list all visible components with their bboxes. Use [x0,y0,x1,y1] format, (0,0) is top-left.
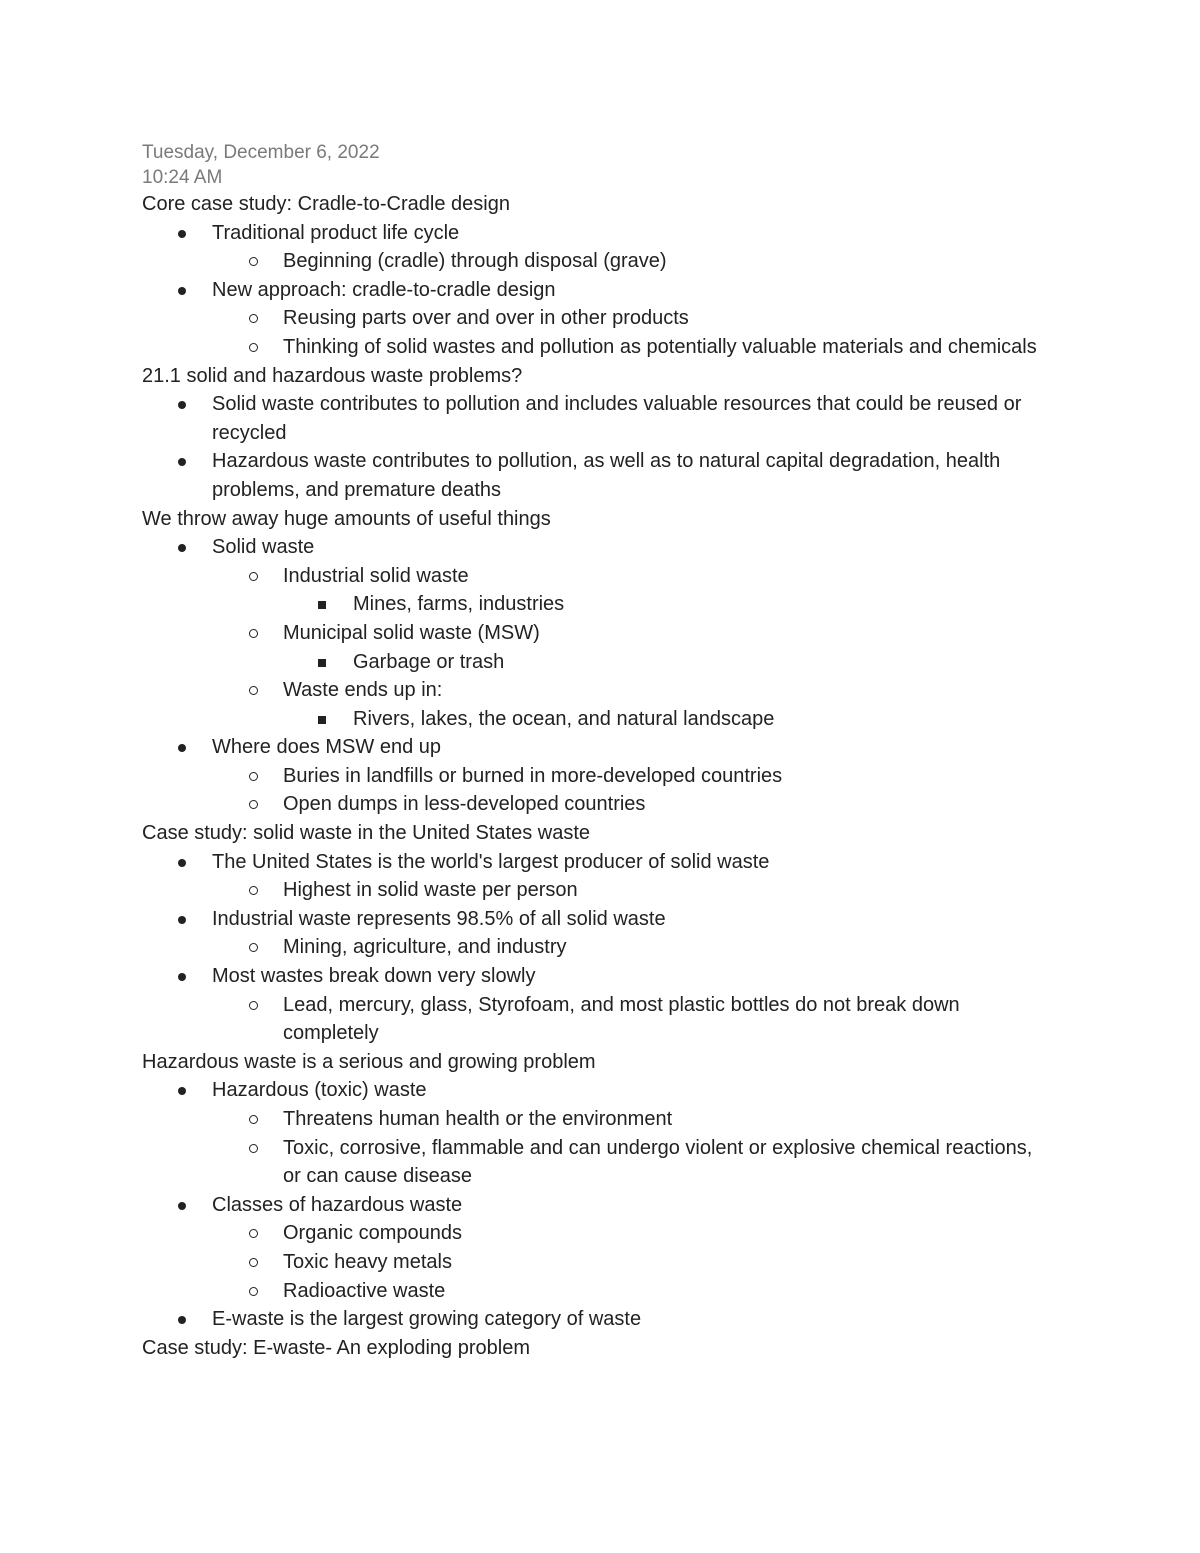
circle-bullet-icon [249,572,258,581]
line-text: Rivers, lakes, the ocean, and natural landscape [353,707,775,730]
list-item [142,1277,1042,1306]
note-page [142,140,1042,1362]
list-item [142,1305,1042,1334]
disc-bullet-icon [178,1087,186,1095]
list-item [142,219,1042,248]
list-item [142,790,1042,819]
list-item [142,676,1042,705]
list-item [142,447,1042,504]
disc-bullet-icon [178,916,186,924]
circle-bullet-icon [249,686,258,695]
line-text: Toxic heavy metals [283,1250,452,1273]
line-text: Traditional product life cycle [212,221,460,244]
note-date: Tuesday, December 6, 2022 [142,142,380,163]
list-item [142,333,1042,362]
section-heading [142,1048,1042,1077]
circle-bullet-icon [249,629,258,638]
square-bullet-icon [318,659,326,667]
list-item [142,1191,1042,1220]
list-item [142,1248,1042,1277]
disc-bullet-icon [178,458,186,466]
line-text: Open dumps in less-developed countries [283,793,646,816]
list-item [142,876,1042,905]
list-item [142,962,1042,991]
section-heading [142,190,1042,219]
line-text: The United States is the world's largest producer of solid waste [212,850,770,873]
line-text: 21.1 solid and hazardous waste problems? [142,364,523,387]
line-text: Threatens human health or the environment [283,1108,673,1130]
line-text: Solid waste [212,536,315,559]
square-bullet-icon [318,716,326,724]
disc-bullet-icon [178,973,186,981]
disc-bullet-icon [178,287,186,295]
list-item [142,933,1042,962]
line-text: Mining, agriculture, and industry [283,936,567,959]
line-text: Reusing parts over and over in other products [283,307,689,330]
line-text: We throw away huge amounts of useful things [142,507,551,530]
list-item [142,1134,1042,1191]
line-text: Where does MSW end up [212,736,441,759]
line-text: E-waste is the largest growing category of waste [212,1308,642,1331]
list-item [142,590,1042,619]
circle-bullet-icon [249,772,258,781]
line-text: New approach: cradle-to-cradle design [212,278,556,301]
line-text: Waste ends up in: [283,679,443,702]
line-text: Industrial solid waste [283,564,469,587]
list-item [142,1105,1042,1134]
circle-bullet-icon [249,886,258,895]
list-item [142,533,1042,562]
circle-bullet-icon [249,1144,258,1153]
section-heading [142,505,1042,534]
line-text: Most wastes break down very slowly [212,965,536,988]
list-item [142,991,1042,1048]
circle-bullet-icon [249,1229,258,1238]
line-text: Mines, farms, industries [353,593,565,616]
line-text: Radioactive waste [283,1279,446,1302]
line-text: Thinking of solid wastes and pollution as potentially valuable materials and chemicals [283,335,1037,358]
disc-bullet-icon [178,401,186,409]
circle-bullet-icon [249,1287,258,1296]
disc-bullet-icon [178,859,186,867]
list-item [142,619,1042,648]
line-text: Municipal solid waste (MSW) [283,621,540,644]
section-heading [142,1334,1042,1363]
list-item [142,247,1042,276]
line-text: Toxic, corrosive, flammable and can undergo violent or explosive chemical reactions, or can cause disease [283,1136,1033,1188]
list-item [142,905,1042,934]
list-item [142,848,1042,877]
line-text: Beginning (cradle) through disposal (grave) [283,250,667,273]
line-text: Hazardous waste is a serious and growing problem [142,1050,596,1073]
circle-bullet-icon [249,1258,258,1267]
note-body [142,190,1042,1362]
line-text: Core case study: Cradle-to-Cradle design [142,193,510,215]
list-item [142,562,1042,591]
line-text: Case study: E-waste- An exploding problem [142,1336,530,1359]
line-text: Garbage or trash [353,650,505,673]
section-heading [142,819,1042,848]
list-item [142,304,1042,333]
line-text: Highest in solid waste per person [283,879,578,902]
circle-bullet-icon [249,343,258,352]
list-item [142,648,1042,677]
line-text: Industrial waste represents 98.5% of all solid waste [212,907,666,930]
list-item [142,705,1042,734]
disc-bullet-icon [178,230,186,238]
circle-bullet-icon [249,943,258,952]
circle-bullet-icon [249,1001,258,1010]
circle-bullet-icon [249,314,258,323]
circle-bullet-icon [249,257,258,266]
circle-bullet-icon [249,800,258,809]
line-text: Buries in landfills or burned in more-developed countries [283,764,783,787]
list-item [142,390,1042,447]
note-time: 10:24 AM [142,167,223,188]
circle-bullet-icon [249,1115,258,1124]
disc-bullet-icon [178,744,186,752]
line-text: Hazardous waste contributes to pollution, as well as to natural capital degradation, health problems, and premature deaths [212,450,1001,501]
line-text: Case study: solid waste in the United States waste [142,822,591,845]
disc-bullet-icon [178,1316,186,1324]
square-bullet-icon [318,601,326,609]
disc-bullet-icon [178,1202,186,1210]
list-item [142,733,1042,762]
line-text: Classes of hazardous waste [212,1193,463,1216]
list-item [142,276,1042,305]
line-text: Organic compounds [283,1222,462,1245]
list-item [142,1219,1042,1248]
section-heading [142,362,1042,391]
line-text: Hazardous (toxic) waste [212,1079,427,1102]
line-text: Lead, mercury, glass, Styrofoam, and most plastic bottles do not break down completely [283,993,960,1045]
list-item [142,762,1042,791]
line-text: Solid waste contributes to pollution and includes valuable resources that could be reused or recycled [212,393,1022,444]
list-item [142,1076,1042,1105]
disc-bullet-icon [178,544,186,552]
